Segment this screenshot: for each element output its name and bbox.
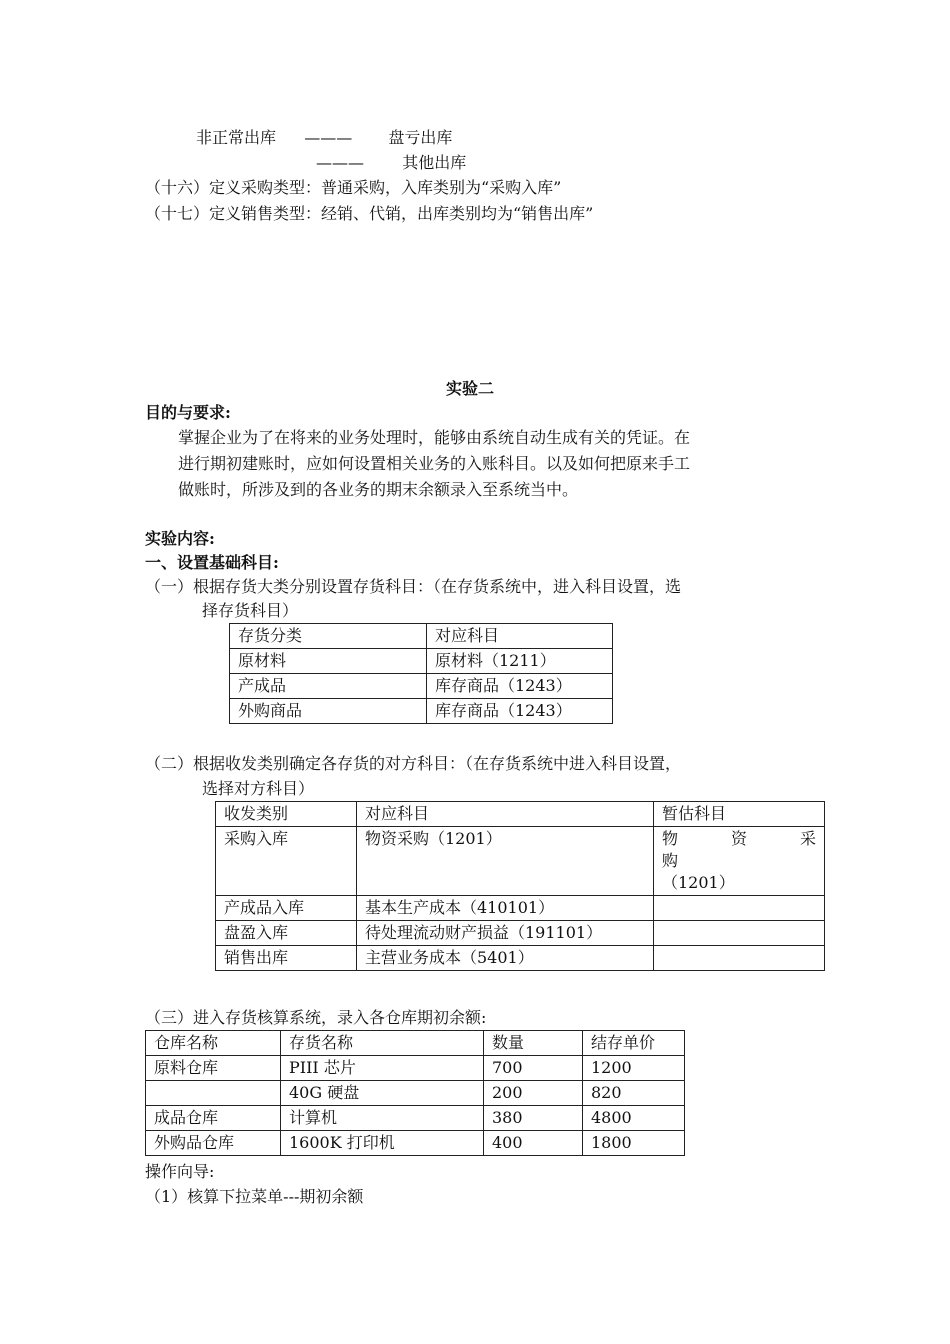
table-cell: 基本生产成本（410101） — [357, 896, 654, 921]
table-header-cell: 结存单价 — [583, 1031, 685, 1056]
table-cell: 计算机 — [281, 1106, 484, 1131]
label-other-out: 其他出库 — [402, 153, 467, 172]
table-cell: 产成品 — [230, 674, 427, 699]
table-cell: 外购品仓库 — [146, 1131, 281, 1156]
table-header-cell: 存货名称 — [281, 1031, 484, 1056]
sub-1-line-2: 择存货科目） — [202, 601, 299, 620]
table-header-row — [216, 802, 825, 827]
table-cell: 待处理流动财产损益（191101） — [357, 921, 654, 946]
table-cell: 主营业务成本（5401） — [357, 946, 654, 971]
table-row — [216, 921, 825, 946]
table-header-row — [146, 1031, 685, 1056]
table-row — [146, 1056, 685, 1081]
item-17: （十七）定义销售类型：经销、代销，出库类别均为“销售出库” — [145, 204, 594, 223]
table-cell: 820 — [583, 1081, 685, 1106]
guide-step-1: （1）核算下拉菜单---期初余额 — [145, 1187, 364, 1206]
table-cell — [146, 1081, 281, 1106]
table-row — [216, 896, 825, 921]
sub-1-line-1: （一）根据存货大类分别设置存货科目：（在存货系统中，进入科目设置，选 — [145, 577, 682, 596]
inventory-account-table — [229, 623, 613, 724]
dash-2: ——— — [316, 153, 364, 172]
opening-balance-table — [145, 1030, 685, 1156]
content-heading: 实验内容: — [145, 529, 215, 548]
table-header-cell: 对应科目 — [357, 802, 654, 827]
table-header-cell: 仓库名称 — [146, 1031, 281, 1056]
estimate-account-line-2: （1201） — [662, 873, 735, 892]
sub-3-line: （三）进入存货核算系统，录入各仓库期初余额: — [145, 1008, 487, 1027]
purpose-line-3: 做账时，所涉及到的各业务的期末余额录入至系统当中。 — [178, 480, 579, 499]
table-cell: 原材料（1211） — [427, 649, 613, 674]
table-cell: 原材料 — [230, 649, 427, 674]
table-cell: 采购入库 — [216, 827, 357, 896]
table-cell: 库存商品（1243） — [427, 699, 613, 724]
table-cell: 成品仓库 — [146, 1106, 281, 1131]
table-cell: 外购商品 — [230, 699, 427, 724]
line-other-out — [316, 152, 466, 174]
table-header-row — [230, 624, 613, 649]
table-header-cell: 收发类别 — [216, 802, 357, 827]
item-16: （十六）定义采购类型：普通采购，入库类别为“采购入库” — [145, 178, 562, 197]
table-cell: 销售出库 — [216, 946, 357, 971]
table-cell: PIII 芯片 — [281, 1056, 484, 1081]
table-cell — [654, 896, 825, 921]
table-row — [216, 827, 825, 896]
section-1-heading: 一、设置基础科目: — [145, 553, 279, 572]
table-cell: 盘盈入库 — [216, 921, 357, 946]
table-header-cell: 存货分类 — [230, 624, 427, 649]
purpose-heading: 目的与要求: — [145, 403, 231, 422]
table-cell: 原料仓库 — [146, 1056, 281, 1081]
dash-1: ——— — [304, 128, 353, 147]
table-header-cell: 数量 — [484, 1031, 583, 1056]
table-cell: 1200 — [583, 1056, 685, 1081]
table-header-cell: 暂估科目 — [654, 802, 825, 827]
page-title: 实验二 — [446, 379, 495, 398]
label-abnormal-out: 非正常出库 — [196, 128, 277, 147]
table-row — [230, 699, 613, 724]
table-cell: 产成品入库 — [216, 896, 357, 921]
table-row — [216, 946, 825, 971]
table-cell — [654, 921, 825, 946]
purpose-line-1: 掌握企业为了在将来的业务处理时，能够由系统自动生成有关的凭证。在 — [178, 428, 691, 447]
line-abnormal-out — [196, 127, 452, 149]
table-cell: 1600K 打印机 — [281, 1131, 484, 1156]
table-cell: 40G 硬盘 — [281, 1081, 484, 1106]
counter-account-table — [215, 801, 825, 971]
estimate-account-line-1: 物 资 采 购 — [662, 829, 816, 870]
table-row — [146, 1131, 685, 1156]
guide-heading: 操作向导: — [145, 1162, 215, 1181]
table-cell: 物资采购（1201） — [357, 827, 654, 896]
table-row — [230, 649, 613, 674]
table-cell: 1800 — [583, 1131, 685, 1156]
table-cell: 4800 — [583, 1106, 685, 1131]
table-cell-wrapped — [654, 827, 825, 896]
table-cell — [654, 946, 825, 971]
table-header-cell: 对应科目 — [427, 624, 613, 649]
table-cell: 700 — [484, 1056, 583, 1081]
table-cell: 200 — [484, 1081, 583, 1106]
sub-2-line-2: 选择对方科目） — [202, 779, 315, 798]
label-inventory-loss-out: 盘亏出库 — [388, 128, 453, 147]
table-cell: 库存商品（1243） — [427, 674, 613, 699]
sub-2-line-1: （二）根据收发类别确定各存货的对方科目：（在存货系统中进入科目设置， — [145, 754, 682, 773]
table-cell: 380 — [484, 1106, 583, 1131]
purpose-line-2: 进行期初建账时，应如何设置相关业务的入账科目。以及如何把原来手工 — [178, 454, 691, 473]
table-row — [146, 1106, 685, 1131]
table-row — [146, 1081, 685, 1106]
table-row — [230, 674, 613, 699]
table-cell: 400 — [484, 1131, 583, 1156]
